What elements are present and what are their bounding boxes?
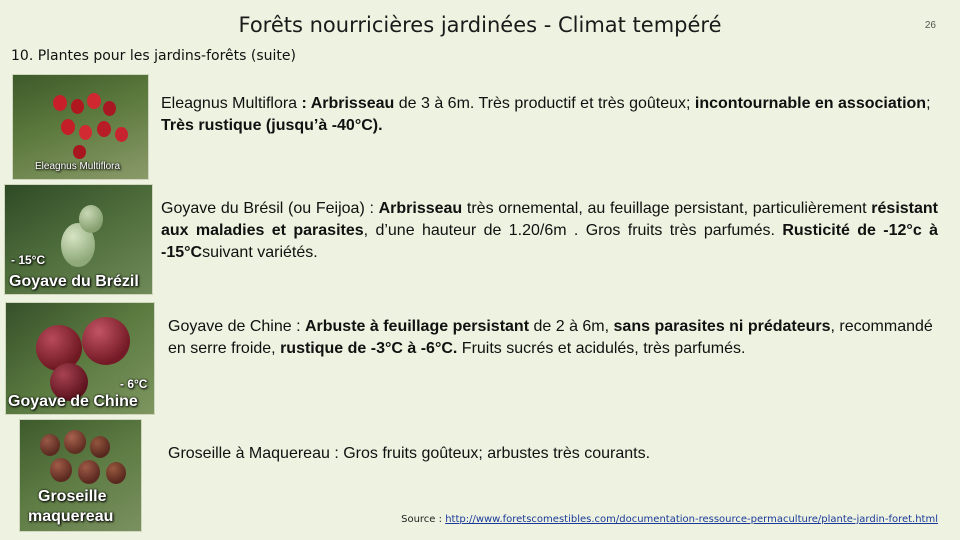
eleagnus-description: [161, 93, 941, 137]
gooseberry-photo: [19, 419, 142, 532]
gooseberry-caption-line1: Groseille: [38, 488, 107, 505]
description-segment: Rusticité de -12°c à -15°C: [161, 222, 938, 261]
description-segment: de 2 à 6m,: [529, 318, 614, 335]
description-segment: ;: [926, 95, 931, 112]
description-segment: sans parasites ni prédateurs: [613, 318, 831, 335]
description-segment: de 3 à 6m. Très productif et très goûteux;: [394, 95, 695, 112]
eleagnus-caption: Eleagnus Multiflora: [35, 161, 121, 172]
gooseberry-description: [168, 443, 938, 465]
description-segment: résistant aux maladies et parasites: [161, 200, 938, 239]
feijoa-photo: [4, 184, 153, 295]
description-segment: incontournable en association: [694, 95, 927, 112]
description-segment: , recommandé en serre froide,: [168, 318, 933, 357]
chinese-guava-photo: [5, 302, 155, 415]
description-segment: Fruits sucrés et acidulés, très parfumés.: [457, 340, 746, 357]
chinese-guava-caption: Goyave de Chine: [8, 393, 138, 410]
feijoa-temp-label: - 15°C: [11, 253, 46, 267]
chinese-guava-temp-label: - 6°C: [120, 377, 148, 391]
gooseberry-caption-line2: maquereau: [28, 508, 114, 525]
chinese-guava-description: [168, 316, 943, 360]
description-segment: Arbuste à feuillage persistant: [304, 318, 530, 335]
eleagnus-photo: [12, 74, 149, 180]
description-segment: très ornemental, au feuillage persistant, particulièrement: [462, 200, 872, 217]
description-segment: , d’une hauteur de 1.20/6m . Gros fruits très parfumés.: [363, 222, 783, 239]
description-segment: Eleagnus Multiflora: [161, 95, 302, 112]
description-segment: Goyave de Chine :: [168, 318, 305, 335]
description-segment: Groseille à Maquereau : Gros fruits goûteux; arbustes très courants.: [168, 445, 651, 462]
section-subtitle: 10. Plantes pour les jardins-forêts (suite): [11, 48, 296, 64]
feijoa-description: [161, 198, 938, 264]
feijoa-caption: Goyave du Brézil: [9, 273, 139, 290]
source-link[interactable]: http://www.foretscomestibles.com/documentation-ressource-permaculture/plante-jardin-foret.html: [445, 514, 938, 525]
description-segment: suivant variétés.: [202, 244, 318, 261]
source-label: Source :: [401, 514, 446, 525]
page-number: 26: [924, 20, 936, 31]
slide-title: Forêts nourricières jardinées - Climat tempéré: [238, 13, 722, 37]
description-segment: : Arbrisseau: [301, 95, 395, 112]
description-segment: rustique de -3°C à -6°C.: [280, 340, 458, 357]
description-segment: Très rustique (jusqu’à -40°C).: [161, 117, 383, 134]
source-note: [401, 514, 938, 525]
description-segment: Arbrisseau: [378, 200, 463, 217]
description-segment: Goyave du Brésil (ou Feijoa) :: [161, 200, 379, 217]
